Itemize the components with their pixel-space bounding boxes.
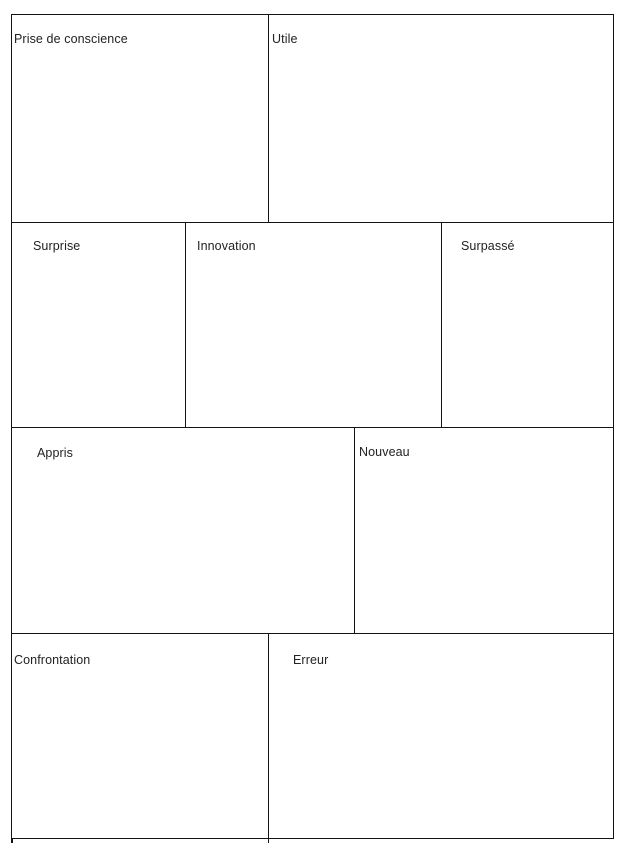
cell-label-confrontation: Confrontation [14,653,91,667]
cell-label-appris: Appris [37,446,74,460]
canvas-board [11,14,614,839]
grid-line-stub-middle [268,838,270,843]
cell-label-innovation: Innovation [197,239,256,253]
canvas-row-4 [12,634,613,838]
cell-nouveau[interactable] [355,428,613,633]
cell-erreur[interactable] [269,634,613,838]
cell-confrontation[interactable] [12,634,269,838]
cell-label-prise-de-conscience: Prise de conscience [14,32,128,46]
cell-label-surprise: Surprise [33,239,81,253]
cell-utile[interactable] [269,15,613,222]
canvas-row-3 [12,428,613,634]
cell-label-surpasse: Surpassé [461,239,515,253]
cell-surpasse[interactable] [442,223,613,427]
cell-surprise[interactable] [12,223,186,427]
cell-label-nouveau: Nouveau [359,445,410,459]
cell-label-erreur: Erreur [293,653,329,667]
canvas-row-2 [12,223,613,428]
cell-innovation[interactable] [186,223,442,427]
canvas-row-1 [12,15,613,223]
cell-prise-de-conscience[interactable] [12,15,269,222]
grid-line-stub-left [11,838,13,843]
cell-appris[interactable] [12,428,355,633]
cell-label-utile: Utile [272,32,298,46]
